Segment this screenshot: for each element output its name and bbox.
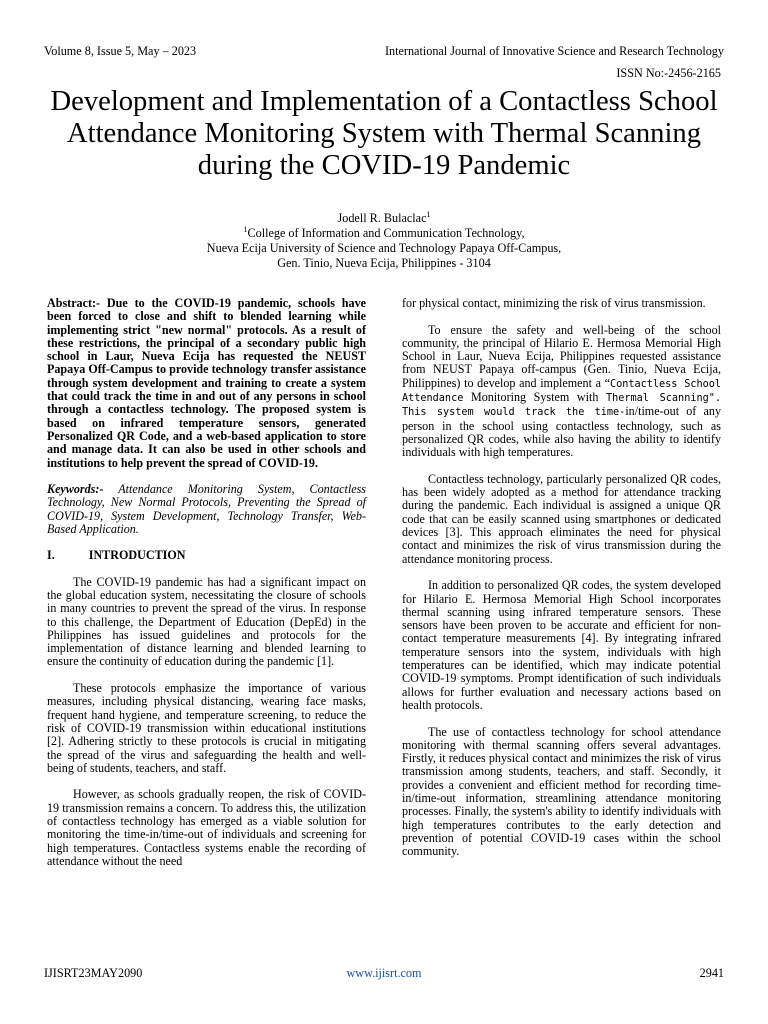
section-heading <box>47 549 366 562</box>
footer-page-number: 2941 <box>699 966 724 980</box>
p4-mono-2: Thermal Scanning". This system would track the time- <box>402 393 721 419</box>
header-volume: Volume 8, Issue 5, May – 2023 <box>44 44 197 58</box>
intro-paragraph-7: The use of contactless technology for school attendance monitoring with thermal scanning offers several advantages. Firstly, it reduces physical contact and minimizes the risk of virus transmission among students, teachers, and staff. Secondly, it provides a convenient and efficient method for recording time-in/time-out information, streamlining attendance monitoring processes. Finally, the system's ability to identify individuals with high temperatures contributes to the early detection and prevention of potential COVID-19 cases within the school community. <box>402 724 721 859</box>
abstract: Abstract:- Due to the COVID-19 pandemic, schools have been forced to close and shift to blended learning while implementing strict "new normal" protocols. As a result of these restrictions, the principal of a secondary public high school in Laur, Nueva Ecija has requested the NEUST Papaya Off-Campus to provide technology transfer assistance through system development and training to create a system that could track the time in and out of any persons in school through a contactless technology. The proposed system is based on infrared temperature sensors, generated Personalized QR Code, and a web-based application to store and manage data. It can also be used in other schools and institutions to help prevent the spread of COVID-19. <box>47 296 366 470</box>
keywords-label: Keywords:- <box>47 482 104 497</box>
intro-paragraph-5: Contactless technology, particularly personalized QR codes, has been widely adopted as a method for attendance tracking during the pandemic. Each individual is assigned a unique QR code that can be easily scanned using smartphones or dedicated devices [3]. This approach eliminates the need for physical contact and minimizes the risk of virus transmission during the attendance monitoring process. <box>402 471 721 566</box>
p4-text-c: in/time-out of any person in the school using contactless technology, such as personalized QR codes, while also having the ability to identify individuals with high temperatures. <box>402 404 721 460</box>
section-number: I. <box>47 548 55 563</box>
p4-text-b: Monitoring System with <box>463 390 606 405</box>
p4-text-a: To ensure the safety and well-being of the school community, the principal of Hilario E. Hermosa Memorial High School in Laur, Nueva Ecija, Philippines requested assistance from NEUST Papaya off-campus (Gen. Tinio, Nueva Ecija, Philippines) to develop and implement a “ <box>402 322 721 390</box>
header-journal: International Journal of Innovative Science and Research Technology <box>384 44 724 58</box>
paper-title: Development and Implementation of a Contactless School Attendance Monitoring System with Thermal Scanning during the COVID-19 Pandemic <box>50 86 718 181</box>
footer-url-link[interactable]: www.ijisrt.com <box>346 966 422 980</box>
keywords <box>47 483 366 536</box>
intro-paragraph-4 <box>402 324 721 460</box>
affiliation-line-3: Gen. Tinio, Nueva Ecija, Philippines - 3104 <box>277 256 491 270</box>
header-issn: ISSN No:-2456-2165 <box>616 66 721 80</box>
affiliation-line-2: Nueva Ecija University of Science and Technology Papaya Off-Campus, <box>206 241 562 255</box>
keywords-text: Attendance Monitoring System, Contactless Technology, New Normal Protocols, Preventing the Spread of COVID-19, System Development, Technology Transfer, Web-Based Application. <box>47 482 366 537</box>
right-column <box>402 297 721 858</box>
intro-paragraph-2: These protocols emphasize the importance of various measures, including physical distancing, wearing face masks, frequent hand hygiene, and temperature screening, to reduce the risk of COVID-19 transmission within educational institutions [2]. Adhering strictly to these protocols is crucial in mitigating the spread of the virus and safeguarding the health and well-being of students, teachers, and staff. <box>47 681 366 775</box>
author-block <box>40 211 728 271</box>
author-name: Jodell R. Bulaclac <box>337 211 427 225</box>
affiliation-line-1: College of Information and Communication Technology, <box>247 226 525 240</box>
section-title: INTRODUCTION <box>88 548 186 563</box>
intro-paragraph-3: However, as schools gradually reopen, the risk of COVID-19 transmission remains a concern. To address this, the utilization of contactless technology has emerged as a viable solution for monitoring the time-in/time-out of individuals and screening for high temperatures. Contactless systems enable the recording of attendance without the need <box>47 787 366 868</box>
affil-sup: 1 <box>243 224 248 234</box>
left-column <box>47 297 366 868</box>
footer-url-wrap <box>0 966 768 981</box>
continuation-paragraph: for physical contact, minimizing the risk of virus transmission. <box>402 296 706 310</box>
author-sup: 1 <box>426 209 431 219</box>
footer-code: IJISRT23MAY2090 <box>44 966 143 980</box>
p4-mono-1: Contactless School Attendance <box>402 378 721 405</box>
intro-paragraph-1: The COVID-19 pandemic has had a significant impact on the global education system, necessitating the closure of schools in many countries to prevent the spread of the virus. In response to this challenge, the Department of Education (DepEd) in the Philippines has issued guidelines and protocols for the implementation of distance learning and blended learning to ensure the continuity of education during the pandemic [1]. <box>47 574 366 669</box>
intro-paragraph-6: In addition to personalized QR codes, the system developed for Hilario E. Hermosa Memorial High School incorporates thermal scanning using infrared temperature sensors. These sensors have been proven to be accurate and efficient for non-contact temperature measurements [4]. By integrating infrared temperature sensors into the system, individuals with high temperatures can be identified, which may indicate potential COVID-19 symptoms. Prompt identification of such individuals allows for further evaluation and necessary actions based on health protocols. <box>402 578 721 712</box>
